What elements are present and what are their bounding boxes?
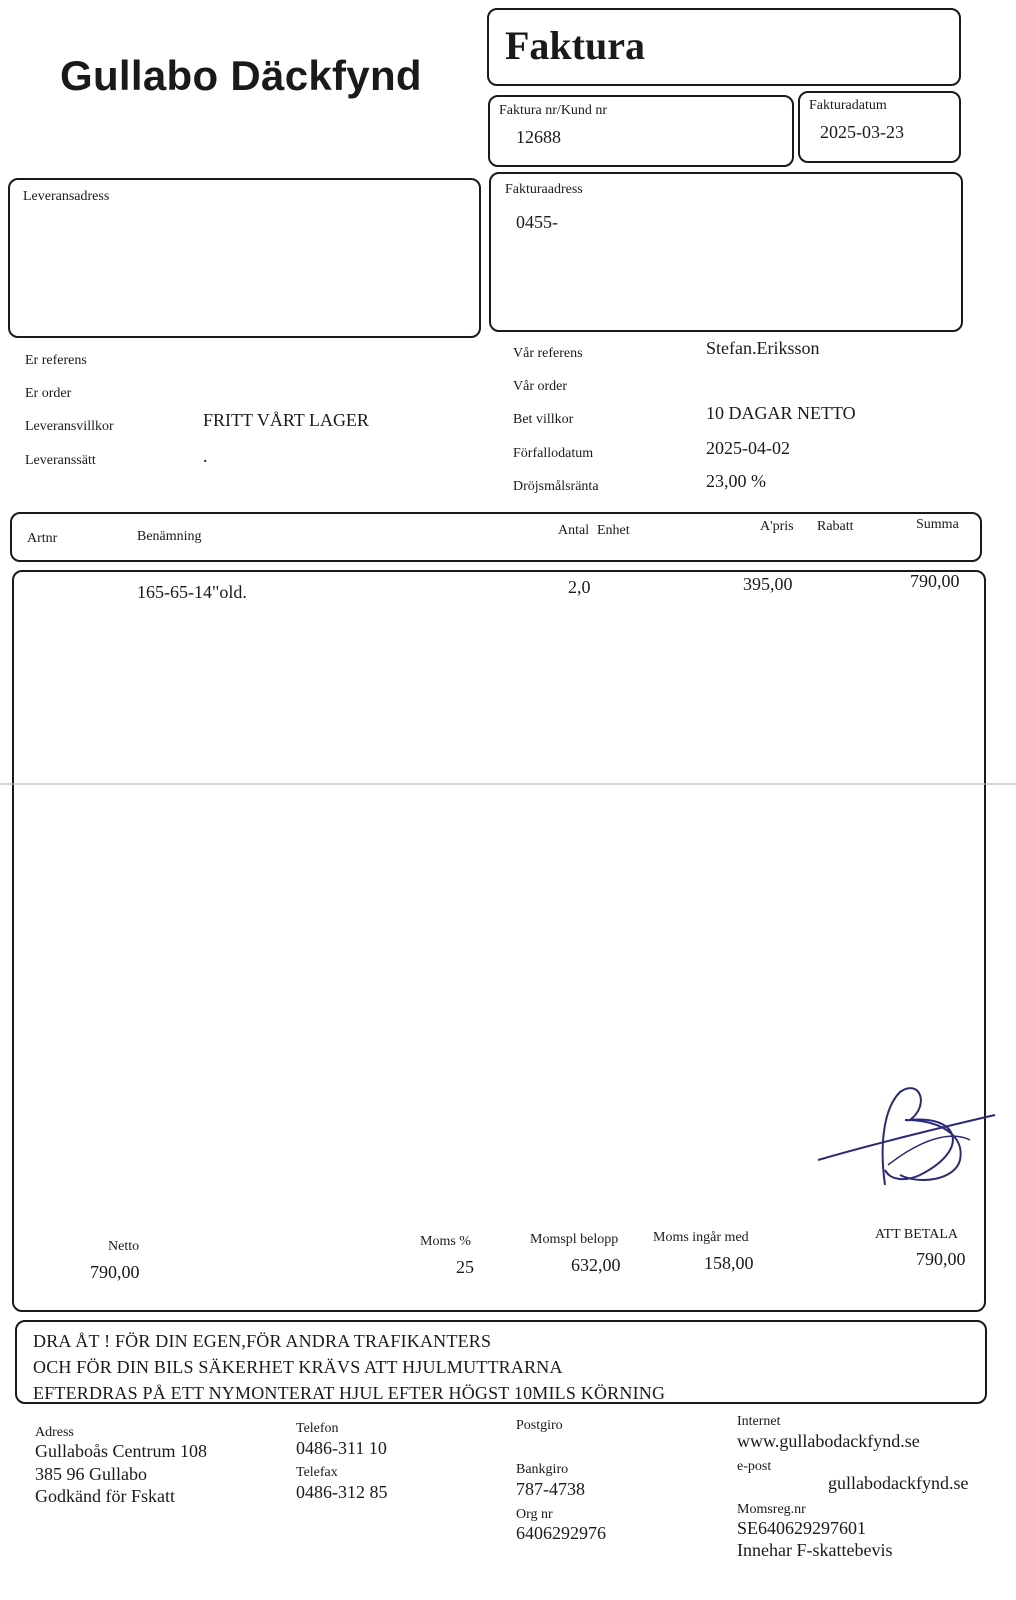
col-header-artnr: Artnr [27,531,58,546]
ref-value-drojsmalsranta: 23,00 % [706,471,766,491]
ref-value-bet-villkor: 10 DAGAR NETTO [706,403,856,423]
warning-line-2: OCH FÖR DIN BILS SÄKERHET KRÄVS ATT HJULMUTTRARNA [33,1357,563,1377]
invoice-number-value: 12688 [516,127,561,147]
footer-bankgiro-label: Bankgiro [516,1462,569,1477]
footer-adress-line-1: Gullaboås Centrum 108 [35,1441,207,1461]
footer-bankgiro-value: 787-4738 [516,1479,585,1499]
footer-adress-line-3: Godkänd för Fskatt [35,1486,175,1506]
ref-value-leveranssatt: . [203,446,208,466]
totals-moms-pct-value: 25 [456,1257,474,1277]
invoice-date-label: Fakturadatum [809,98,887,113]
invoice-number-label: Faktura nr/Kund nr [499,103,608,118]
ref-value-var-referens: Stefan.Eriksson [706,338,820,358]
ref-label-forfallodatum: Förfallodatum [513,446,594,461]
signature-image [810,1080,1000,1200]
document-title: Faktura [505,23,645,68]
totals-att-betala-label: ATT BETALA [875,1227,959,1242]
warning-line-1: DRA ÅT ! FÖR DIN EGEN,FÖR ANDRA TRAFIKANTERS [33,1331,492,1351]
ref-label-leveranssatt: Leveranssätt [25,453,96,468]
footer-telefon-value: 0486-311 10 [296,1438,387,1458]
ref-label-er-order: Er order [25,386,72,401]
footer-orgnr-value: 6406292976 [516,1523,606,1543]
ref-value-leveransvillkor: FRITT VÅRT LAGER [203,410,369,430]
totals-att-betala-value: 790,00 [916,1249,966,1269]
footer-momsreg-value: SE640629297601 [737,1518,867,1538]
col-header-antal: Antal [558,523,590,538]
totals-moms-pct-label: Moms % [420,1234,471,1249]
footer-internet-label: Internet [737,1414,781,1429]
footer-fskatt: Innehar F-skattebevis [737,1540,893,1560]
footer-internet-value: www.gullabodackfynd.se [737,1431,920,1451]
footer-orgnr-label: Org nr [516,1507,553,1522]
footer-postgiro-label: Postgiro [516,1418,563,1433]
footer-epost-label: e-post [737,1459,772,1474]
billing-address-label: Fakturaadress [505,182,583,197]
delivery-address-label: Leveransadress [23,189,110,204]
warning-line-3: EFTERDRAS PÅ ETT NYMONTERAT HJUL EFTER HÖGST 10MILS KÖRNING [33,1383,666,1403]
col-header-apris: A'pris [760,519,794,534]
company-name: Gullabo Däckfynd [60,52,422,99]
col-header-rabatt: Rabatt [817,519,854,534]
totals-moms-ingar-label: Moms ingår med [653,1230,749,1245]
item-summa: 790,00 [910,571,960,591]
totals-moms-ingar-value: 158,00 [704,1253,754,1273]
ref-label-var-order: Vår order [513,379,568,394]
scan-artifact-line [0,783,1016,785]
ref-value-forfallodatum: 2025-04-02 [706,438,790,458]
footer-telefax-label: Telefax [296,1465,338,1480]
items-box [12,570,986,1312]
footer-telefax-value: 0486-312 85 [296,1482,388,1502]
item-antal: 2,0 [568,577,591,597]
col-header-summa: Summa [916,517,959,532]
billing-address-value: 0455- [516,212,558,232]
ref-label-var-referens: Vår referens [513,346,583,361]
item-apris: 395,00 [743,574,793,594]
ref-label-bet-villkor: Bet villkor [513,412,574,427]
totals-netto-value: 790,00 [90,1262,140,1282]
footer-momsreg-label: Momsreg.nr [737,1502,806,1517]
totals-netto-label: Netto [108,1239,140,1254]
ref-label-drojsmalsranta: Dröjsmålsränta [513,479,599,494]
totals-momspl-value: 632,00 [571,1255,621,1275]
footer-adress-label: Adress [35,1425,74,1440]
totals-momspl-label: Momspl belopp [530,1232,619,1247]
warning-text [33,1328,665,1406]
footer-telefon-label: Telefon [296,1421,339,1436]
item-benamning: 165-65-14"old. [137,582,247,602]
col-header-enhet: Enhet [597,523,630,538]
col-header-benamning: Benämning [137,529,202,544]
ref-label-er-referens: Er referens [25,353,87,368]
invoice-date-value: 2025-03-23 [820,122,904,142]
footer-epost-value: gullabodackfynd.se [828,1473,969,1493]
ref-label-leveransvillkor: Leveransvillkor [25,419,114,434]
footer-adress-line-2: 385 96 Gullabo [35,1464,147,1484]
